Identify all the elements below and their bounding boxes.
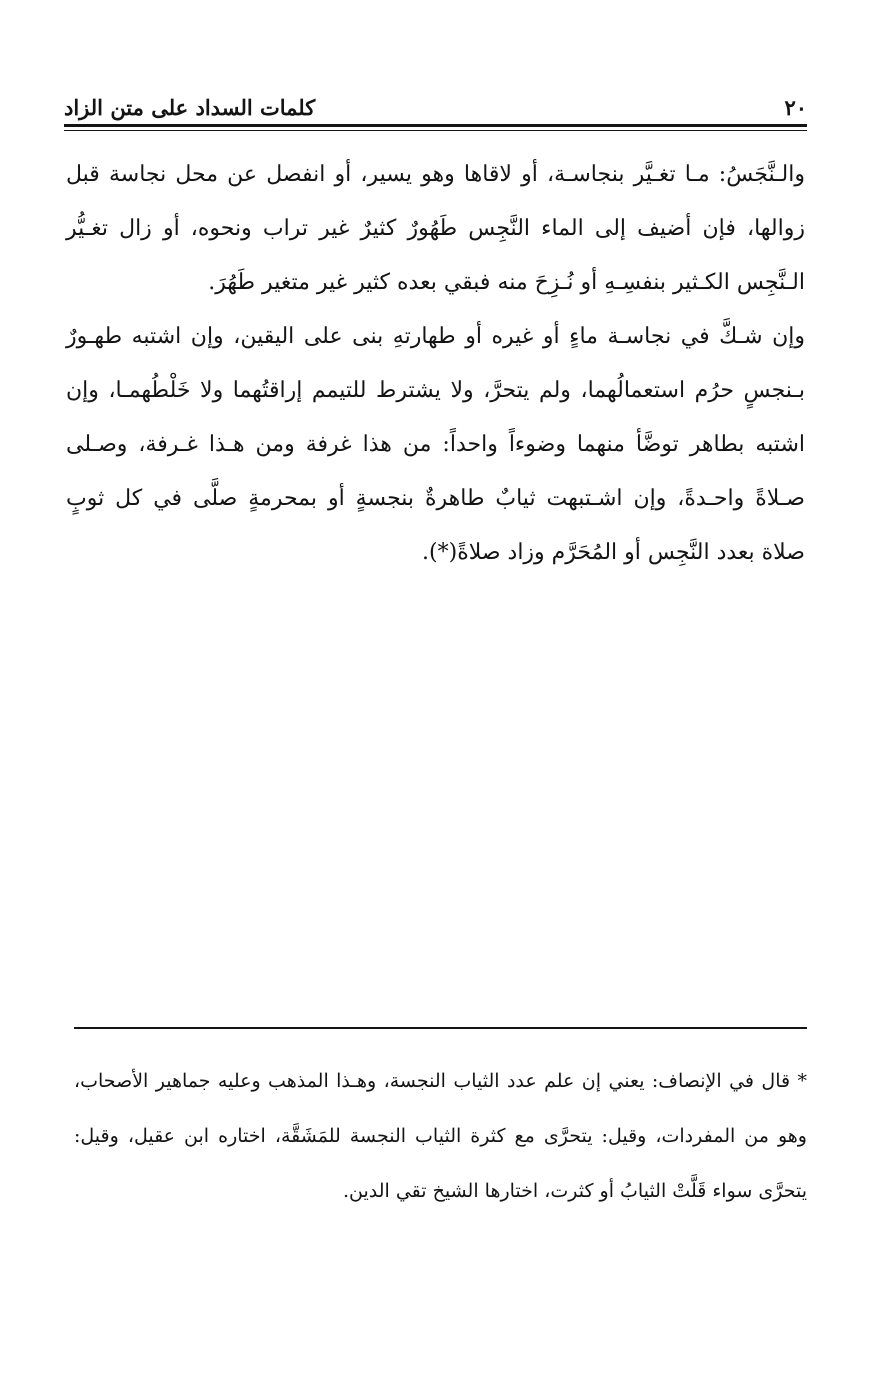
footnote [74, 1054, 807, 1219]
page-header [64, 82, 807, 122]
footnote-separator [74, 1027, 807, 1029]
footnote-text: * قال في الإنصاف: يعني إن علم عدد الثياب النجسة، وهـذا المذهب وعليه جماهير الأصحاب، وهو من المفردات، وقيل: يتحرَّى مع كثرة الثياب النجسة للمَشَقَّة، اختاره ابن عقيل، وقيل: يتحرَّى سواء قَلَّتْ الثيابُ أو كثرت، اختارها الشيخ تقي الدين. [74, 1070, 807, 1202]
header-rule-thick [64, 124, 807, 127]
paragraph: وإن شـكَّ في نجاسـة ماءٍ أو غيره أو طهارتهِ بنى على اليقين، وإن اشتبه طهـورٌ بـنجسٍ حرُم استعمالُهما، ولم يتحرَّ، ولا يشترط للتيمم إراقتُهما ولا خَلْطُهمـا، وإن اشتبه بطاهر توضَّأ منهما وضوءاً واحداً: من هذا غرفة ومن هـذا غـرفة، وصـلى صـلاةً واحـدةً، وإن اشـتبهت ثيابٌ طاهرةٌ بنجسةٍ أو بمحرمةٍ صلَّى في كل ثوبٍ صلاة بعدد النَّجِس أو المُحَرَّم وزاد صلاةً(*). [66, 324, 805, 565]
page-number: ٢٠ [784, 95, 807, 120]
header-rule-thin [64, 130, 807, 131]
paragraph: والـنَّجَسُ: مـا تغـيَّر بنجاسـة، أو لاقاها وهو يسير، أو انفصل عن محل نجاسة قبل زوالها، فإن أضيف إلى الماء النَّجِس طَهُورٌ كثيرٌ غير تراب ونحوه، أو زال تغـيُّر الـنَّجِس الكـثير بنفسِـهِ أو نُـزِحَ منه فبقي بعده كثير غير متغير طَهُرَ. [66, 162, 805, 295]
main-text [66, 148, 805, 580]
running-title: كلمات السداد على متن الزاد [64, 95, 316, 120]
